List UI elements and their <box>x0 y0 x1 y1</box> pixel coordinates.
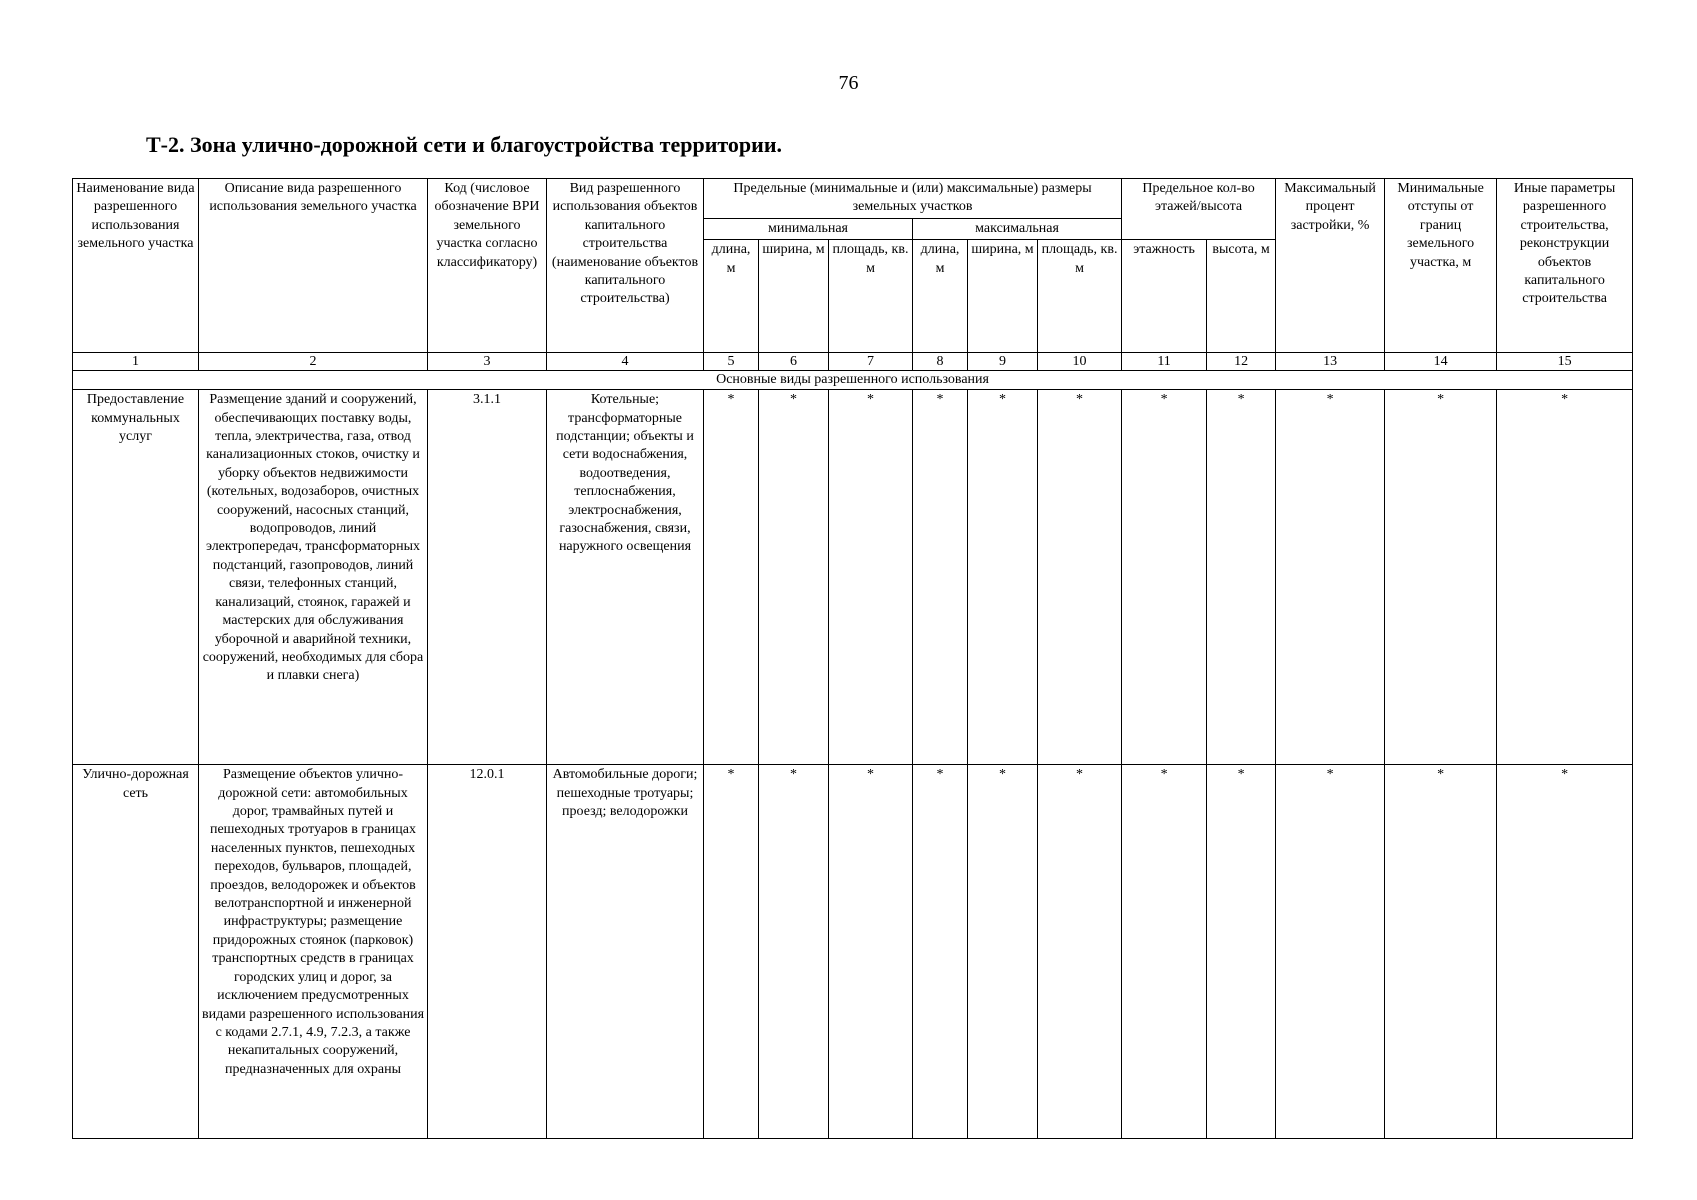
value-cell: * <box>1038 765 1122 1139</box>
column-number: 9 <box>968 353 1038 371</box>
header-floors-height: Предельное кол-во этажей/высота <box>1122 179 1276 240</box>
use-description-cell: Размещение зданий и сооружений, обеспечивающих поставку воды, тепла, электричества, газа, отвод канализационных стоков, очистку и уборку объектов недвижимости (котельных, водозаборов, очистных сооружений, насосных станций, водопроводов, линий электропередач, трансформаторных подстанций, газопроводов, линий связи, телефонных станций, канализаций, стоянок, гаражей и мастерских для обслуживания уборочной и аварийной техники, сооружений, необходимых для сбора и плавки снега) <box>199 390 428 765</box>
value-cell: * <box>829 390 913 765</box>
value-cell: * <box>1207 765 1276 1139</box>
value-cell: * <box>1038 390 1122 765</box>
building-use-cell: Котельные; трансформаторные подстанции; объекты и сети водоснабжения, водоотведения, теплоснабжения, электроснабжения, газоснабжения, связи, наружного освещения <box>547 390 704 765</box>
section-row <box>73 371 1633 390</box>
value-cell: * <box>1276 765 1385 1139</box>
page-number: 76 <box>838 72 859 94</box>
header-use-code: Код (числовое обозначение ВРИ земельного участка согласно классификатору) <box>428 179 547 353</box>
header-min-width: ширина, м <box>759 240 829 353</box>
value-cell: * <box>1497 390 1633 765</box>
column-number: 14 <box>1385 353 1497 371</box>
value-cell: * <box>829 765 913 1139</box>
value-cell: * <box>1385 390 1497 765</box>
column-number: 12 <box>1207 353 1276 371</box>
header-height: высота, м <box>1207 240 1276 353</box>
column-number: 2 <box>199 353 428 371</box>
value-cell: * <box>1276 390 1385 765</box>
column-number: 10 <box>1038 353 1122 371</box>
section-title: Основные виды разрешенного использования <box>73 371 1633 390</box>
column-number: 15 <box>1497 353 1633 371</box>
header-max-length: длина, м <box>913 240 968 353</box>
use-code-cell: 3.1.1 <box>428 390 547 765</box>
value-cell: * <box>704 390 759 765</box>
column-number: 6 <box>759 353 829 371</box>
header-maximal: максимальная <box>913 218 1122 239</box>
column-number: 7 <box>829 353 913 371</box>
value-cell: * <box>1122 390 1207 765</box>
column-number: 8 <box>913 353 968 371</box>
value-cell: * <box>1385 765 1497 1139</box>
header-row-1 <box>73 179 1633 219</box>
header-minimal: минимальная <box>704 218 913 239</box>
value-cell: * <box>913 765 968 1139</box>
header-plot-sizes: Предельные (минимальные и (или) максимальные) размеры земельных участков <box>704 179 1122 219</box>
value-cell: * <box>913 390 968 765</box>
header-floors: этажность <box>1122 240 1207 353</box>
value-cell: * <box>759 390 829 765</box>
header-use-description: Описание вида разрешенного использования земельного участка <box>199 179 428 353</box>
regulations-table <box>72 178 1633 1139</box>
header-other-params: Иные параметры разрешенного строительства, реконструкции объектов капитального строительства <box>1497 179 1633 353</box>
header-min-length: длина, м <box>704 240 759 353</box>
value-cell: * <box>968 390 1038 765</box>
column-number: 5 <box>704 353 759 371</box>
column-number: 3 <box>428 353 547 371</box>
use-code-cell: 12.0.1 <box>428 765 547 1139</box>
zone-title: Т-2. Зона улично-дорожной сети и благоустройства территории. <box>146 132 782 157</box>
value-cell: * <box>704 765 759 1139</box>
column-number: 13 <box>1276 353 1385 371</box>
value-cell: * <box>759 765 829 1139</box>
header-max-area: площадь, кв. м <box>1038 240 1122 353</box>
column-number: 1 <box>73 353 199 371</box>
header-building-use: Вид разрешенного использования объектов капитального строительства (наименование объектов капитального строительства) <box>547 179 704 353</box>
building-use-cell: Автомобильные дороги; пешеходные тротуары; проезд; велодорожки <box>547 765 704 1139</box>
column-number-row <box>73 353 1633 371</box>
use-name-cell: Предоставление коммунальных услуг <box>73 390 199 765</box>
value-cell: * <box>1497 765 1633 1139</box>
header-max-percent: Максимальный процент застройки, % <box>1276 179 1385 353</box>
use-name-cell: Улично-дорожная сеть <box>73 765 199 1139</box>
value-cell: * <box>968 765 1038 1139</box>
table-row <box>73 765 1633 1139</box>
column-number: 11 <box>1122 353 1207 371</box>
header-use-name: Наименование вида разрешенного использования земельного участка <box>73 179 199 353</box>
header-min-area: площадь, кв. м <box>829 240 913 353</box>
header-min-setbacks: Минимальные отступы от границ земельного участка, м <box>1385 179 1497 353</box>
column-number: 4 <box>547 353 704 371</box>
value-cell: * <box>1122 765 1207 1139</box>
use-description-cell: Размещение объектов улично-дорожной сети: автомобильных дорог, трамвайных путей и пешеходных тротуаров в границах населенных пунктов, пешеходных переходов, бульваров, площадей, проездов, велодорожек и объектов велотранспортной и инженерной инфраструктуры; размещение придорожных стоянок (парковок) транспортных средств в границах городских улиц и дорог, за исключением предусмотренных видами разрешенного использования с кодами 2.7.1, 4.9, 7.2.3, а также некапитальных сооружений, предназначенных для охраны <box>199 765 428 1139</box>
header-max-width: ширина, м <box>968 240 1038 353</box>
value-cell: * <box>1207 390 1276 765</box>
table-row <box>73 390 1633 765</box>
